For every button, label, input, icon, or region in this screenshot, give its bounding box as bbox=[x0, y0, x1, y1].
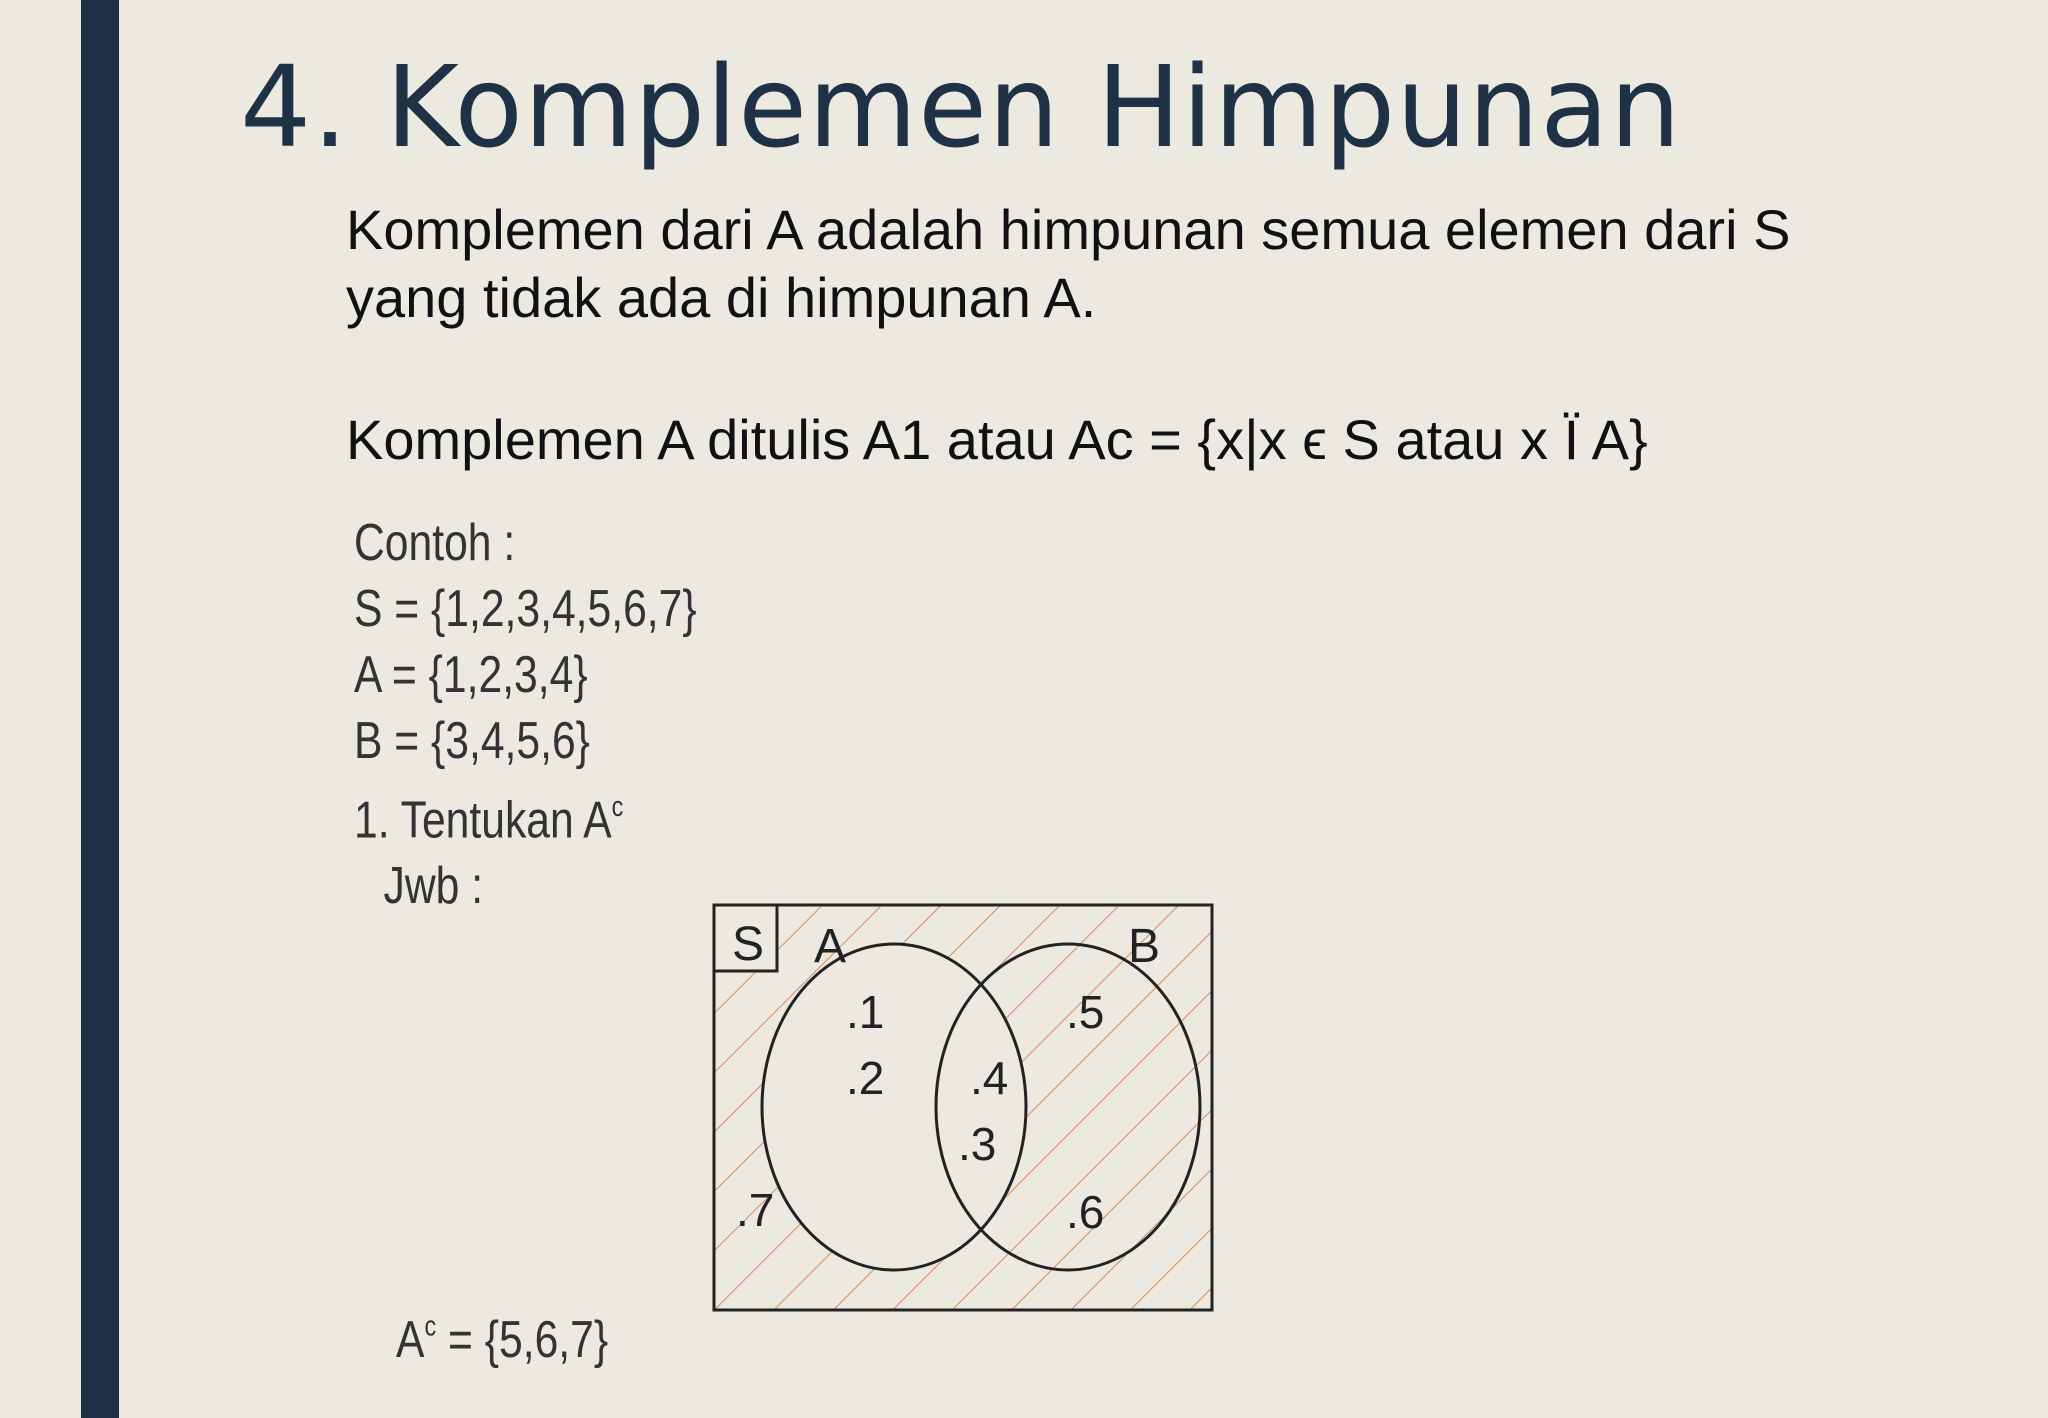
task-complement-sup: c bbox=[611, 791, 624, 823]
definition-line-1: Komplemen dari A adalah himpunan semua elemen dari S bbox=[346, 198, 1791, 261]
element-3: .3 bbox=[958, 1118, 997, 1170]
set-s-definition: S = {1,2,3,4,5,6,7} bbox=[354, 580, 697, 638]
definition-line-2: yang tidak ada di himpunan A. bbox=[346, 266, 1097, 329]
element-7: .7 bbox=[736, 1184, 775, 1236]
universe-label: S bbox=[732, 918, 765, 971]
element-2: .2 bbox=[846, 1052, 885, 1104]
task-line bbox=[354, 774, 697, 853]
task-text: 1. Tentukan A bbox=[354, 791, 612, 850]
result-value: = {5,6,7} bbox=[436, 1311, 609, 1369]
result-line bbox=[396, 1310, 608, 1370]
set-a-definition: A = {1,2,3,4} bbox=[354, 646, 588, 704]
slide-title: 4. Komplemen Himpunan bbox=[240, 43, 1682, 173]
element-4: .4 bbox=[970, 1052, 1009, 1104]
result-prefix: A bbox=[396, 1311, 425, 1369]
set-b-label: B bbox=[1128, 920, 1161, 973]
set-b-definition: B = {3,4,5,6} bbox=[354, 712, 590, 770]
set-a-label: A bbox=[814, 920, 847, 973]
accent-bar bbox=[81, 0, 119, 1418]
result-complement-sup: c bbox=[424, 1310, 437, 1343]
notation-line: Komplemen A ditulis A1 atau Ac = {x|x ϵ S atau x Ï A} bbox=[346, 408, 1648, 471]
example-heading: Contoh : bbox=[354, 514, 516, 572]
element-6: .6 bbox=[1066, 1186, 1105, 1238]
element-5: .5 bbox=[1066, 986, 1105, 1038]
venn-diagram bbox=[708, 900, 1218, 1315]
answer-label: Jwb : bbox=[383, 857, 484, 916]
element-1: .1 bbox=[846, 986, 885, 1038]
example-block bbox=[354, 510, 697, 919]
